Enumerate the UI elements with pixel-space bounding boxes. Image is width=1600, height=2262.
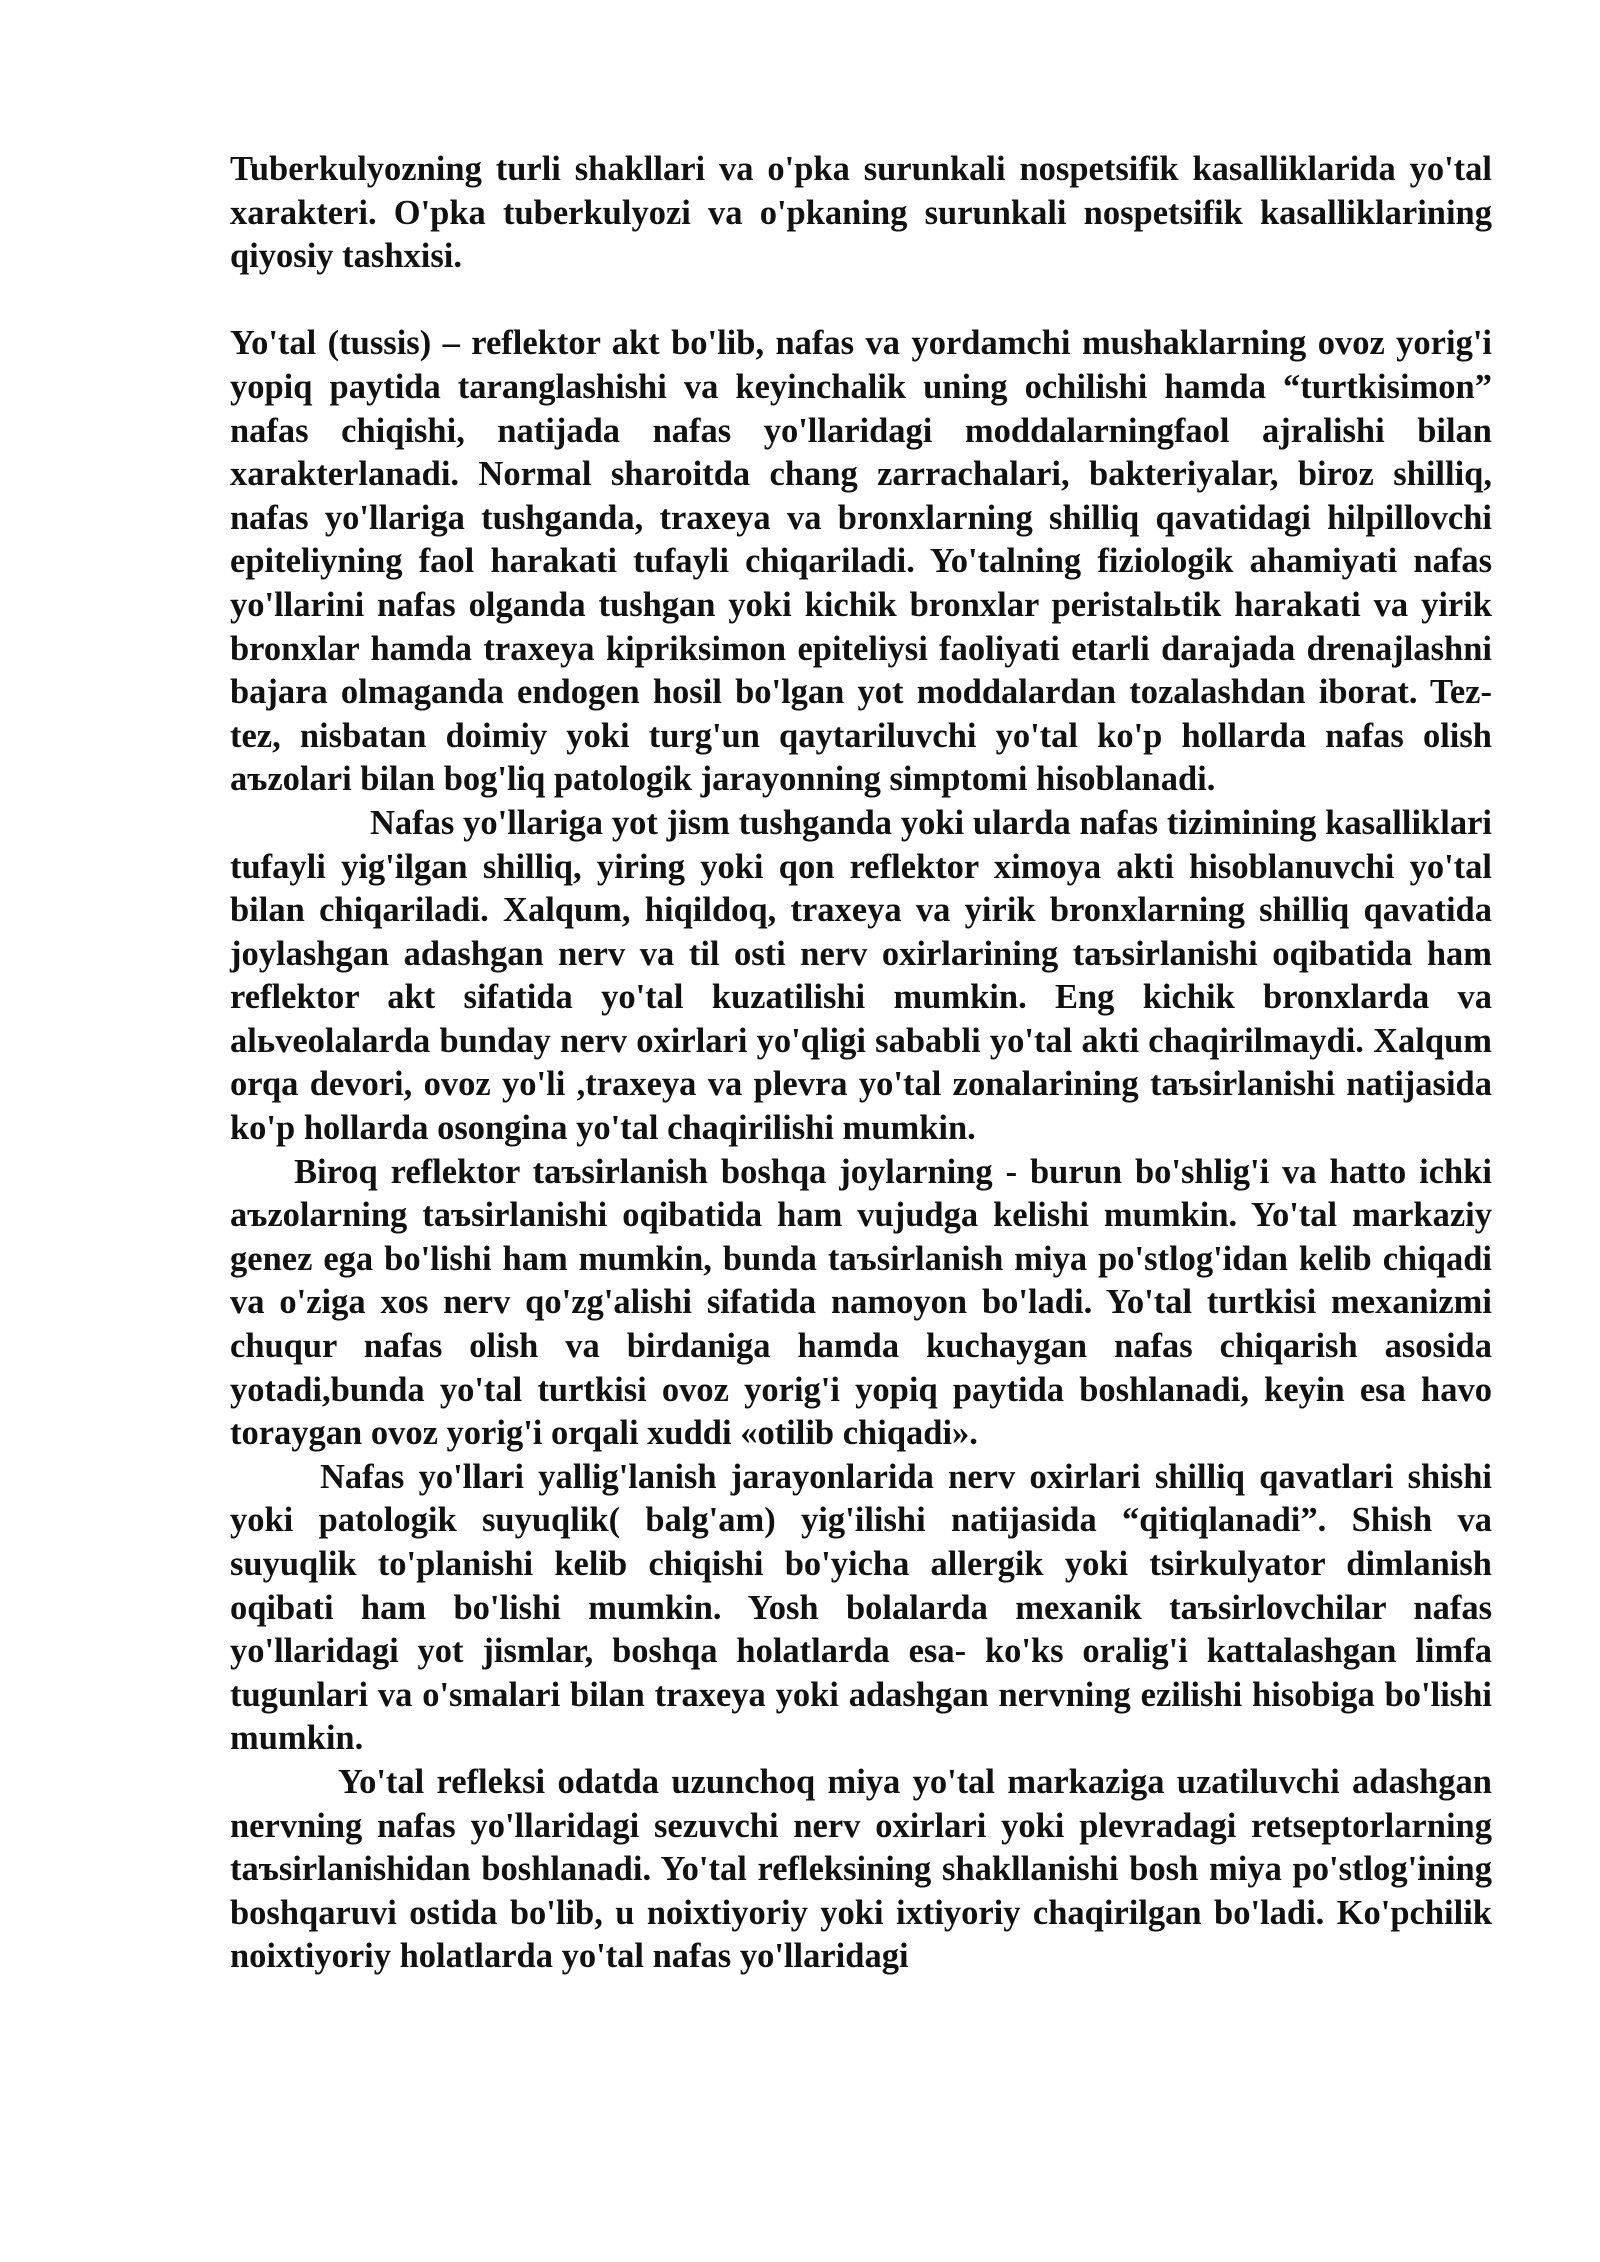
paragraph-3: Biroq reflektor taъsirlanish boshqa joylarning - burun bo'shlig'i va hatto ichki aъzolarning taъsirlanishi oqibatida ham vujudga kelishi mumkin. Yo'tal markaziy genez ega bo'lishi ham mumkin, bunda taъsirlanish miya po'stlog'idan kelib chiqadi va o'ziga xos nerv qo'zg'alishi sifatida namoyon bo'ladi. Yo'tal turtkisi mexanizmi chuqur nafas olish va birdaniga hamda kuchaygan nafas chiqarish asosida yotadi,bunda yo'tal turtkisi ovoz yorig'i yopiq paytida boshlanadi, keyin esa havo toraygan ovoz yorig'i orqali xuddi «otilib chiqadi». (230, 1152, 1492, 1453)
paragraph-4: Nafas yo'llari yallig'lanish jarayonlarida nerv oxirlari shilliq qavatlari shishi yoki patologik suyuqlik( balg'am) yig'ilishi natijasida “qitiqlanadi”. Shish va suyuqlik to'planishi kelib chiqishi bo'yicha allergik yoki tsirkulyator dimlanish oqibati ham bo'lishi mumkin. Yosh bolalarda mexanik taъsirlovchilar nafas yo'llaridagi yot jismlar, boshqa holatlarda esa- ko'ks oralig'i kattalashgan limfa tugunlari va o'smalari bilan traxeya yoki adashgan nervning ezilishi hisobiga bo'lishi mumkin. (230, 1457, 1492, 1758)
paragraph-5: Yo'tal refleksi odatda uzunchoq miya yo'tal markaziga uzatiluvchi adashgan nervning nafas yo'llaridagi sezuvchi nerv oxirlari yoki plevradagi retseptorlarning taъsirlanishidan boshlanadi. Yo'tal refleksining shakllanishi bosh miya po'stlog'ining boshqaruvi ostida bo'lib, u noixtiyoriy yoki ixtiyoriy chaqirilgan bo'ladi. Ko'pchilik noixtiyoriy holatlarda yo'tal nafas yo'llaridagi (230, 1762, 1492, 1976)
document-title: Tuberkulyozning turli shakllari va o'pka surunkali nospetsifik kasalliklarida yo'tal xarakteri. O'pka tuberkulyozi va o'pkaning surunkali nospetsifik kasalliklarining qiyosiy tashxisi. (230, 150, 1492, 276)
blank-line (230, 279, 1492, 323)
paragraph-2: Nafas yo'llariga yot jism tushganda yoki ularda nafas tizimining kasalliklari tufayli yig'ilgan shilliq, yiring yoki qon reflektor ximoya akti hisoblanuvchi yo'tal bilan chiqariladi. Xalqum, hiqildoq, traxeya va yirik bronxlarning shilliq qavatida joylashgan adashgan nerv va til osti nerv oxirlarining taъsirlanishi oqibatida ham reflektor akt sifatida yo'tal kuzatilishi mumkin. Eng kichik bronxlarda va alьveolalarda bunday nerv oxirlari yo'qligi sababli yo'tal akti chaqirilmaydi. Xalqum orqa devori, ovoz yo'li ,traxeya va plevra yo'tal zonalarining taъsirlanishi natijasida ko'p hollarda osongina yo'tal chaqirilishi mumkin. (230, 803, 1492, 1148)
paragraph-1: Yo'tal (tussis) – reflektor akt bo'lib, nafas va yordamchi mushaklarning ovoz yorig'i yopiq paytida taranglashishi va keyinchalik uning ochilishi hamda “turtkisimon” nafas chiqishi, natijada nafas yo'llaridagi moddalarningfaol ajralishi bilan xarakterlanadi. Normal sharoitda chang zarrachalari, bakteriyalar, biroz shilliq, nafas yo'llariga tushganda, traxeya va bronxlarning shilliq qavatidagi hilpillovchi epiteliyning faol harakati tufayli chiqariladi. Yo'talning fiziologik ahamiyati nafas yo'llarini nafas olganda tushgan yoki kichik bronxlar peristalьtik harakati va yirik bronxlar hamda traxeya kipriksimon epiteliysi faoliyati etarli darajada drenajlashni bajara olmaganda endogen hosil bo'lgan yot moddalardan tozalashdan iborat. Tez-tez, nisbatan doimiy yoki turg'un qaytariluvchi yo'tal ko'p hollarda nafas olish aъzolari bilan bog'liq patologik jarayonning simptomi hisoblanadi. (230, 324, 1492, 799)
document-page (230, 148, 1492, 1979)
